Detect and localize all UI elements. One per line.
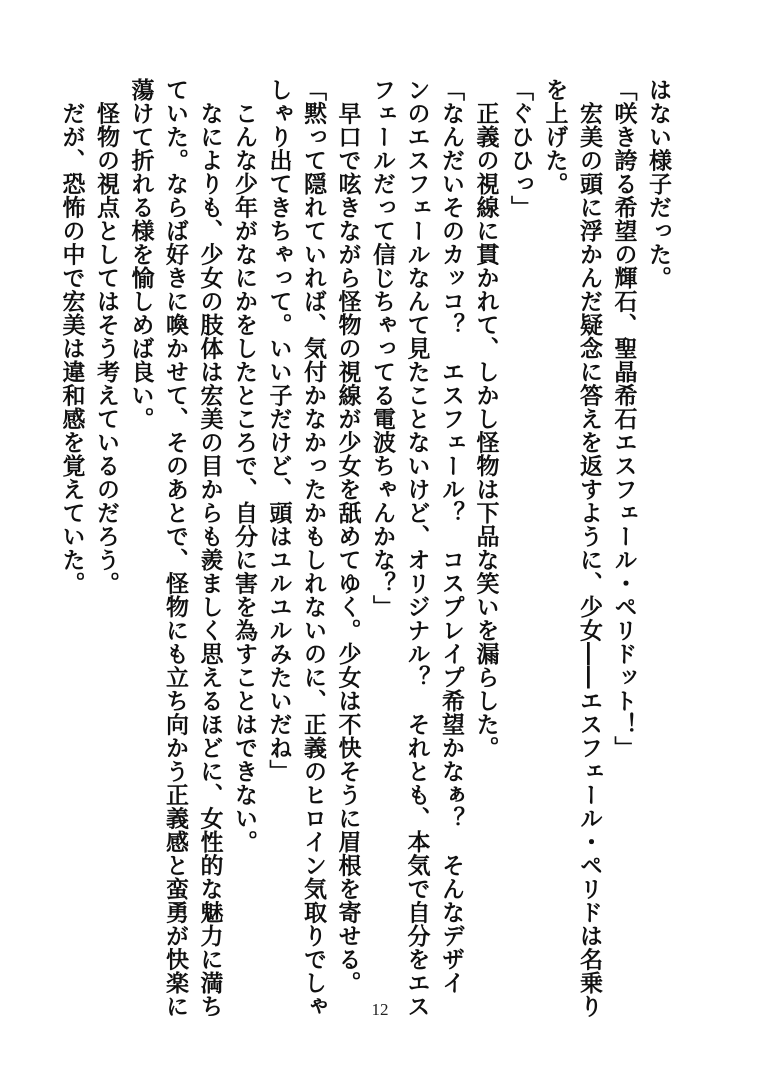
text-line: だが、恐怖の中で宏美は違和感を覚えていた。 — [58, 78, 86, 595]
text-line: 正義の視線に貫かれて、しかし怪物は下品な笑いを漏らした。 — [472, 78, 500, 760]
text-line: ンのエスフェールなんて見たことないけど、オリジナル？ それとも、本気で自分をエス — [403, 78, 431, 1018]
text-line: 「なんだいそのカッコ？ エスフェール？ コスプレイプ希望かなぁ？ そんなデザイ — [438, 78, 465, 995]
text-line: 「咲き誇る希望の輝石、聖晶希石エスフェール・ペリドット！」 — [610, 78, 638, 760]
text-line: 宏美の頭に浮かんだ疑念に答えを返すように、少女――エスフェール・ペリドは名乗り — [576, 78, 603, 1018]
text-line: ていた。ならば好きに喚かせて、そのあとで、怪物にも立ち向かう正義感と蛮勇が快楽に — [162, 78, 189, 1018]
text-line: 「ぐひひっ」 — [507, 78, 534, 219]
page-number: 12 — [371, 1000, 389, 1019]
text-line: こんな少年がなにかをしたところで、自分に害を為すことはできない。 — [231, 78, 258, 854]
text-line: 怪物の視点としてはそう考えているのだろう。 — [93, 78, 120, 595]
text-line: 早口で呟きながら怪物の視線が少女を舐めてゆく。少女は不快そうに眉根を寄せる。 — [334, 78, 362, 995]
text-line: しゃり出てきちゃって。いい子だけど、頭はユルユルみたいだね」 — [265, 78, 293, 783]
text-line: フェールだって信じちゃってる電波ちゃんかな？」 — [369, 78, 396, 619]
text-line: 「黙って隠れていれば、気付かなかったかもしれないのに、正義のヒロイン気取りでしゃ — [300, 78, 327, 1018]
text-line: を上げた。 — [541, 78, 569, 196]
text-line: なによりも、少女の肢体は宏美の目からも羨ましく思えるほどに、女性的な魅力に満ち — [196, 78, 224, 1018]
text-line: 蕩けて折れる様を愉しめば良い。 — [127, 78, 155, 431]
text-line: はない様子だった。 — [645, 78, 672, 290]
